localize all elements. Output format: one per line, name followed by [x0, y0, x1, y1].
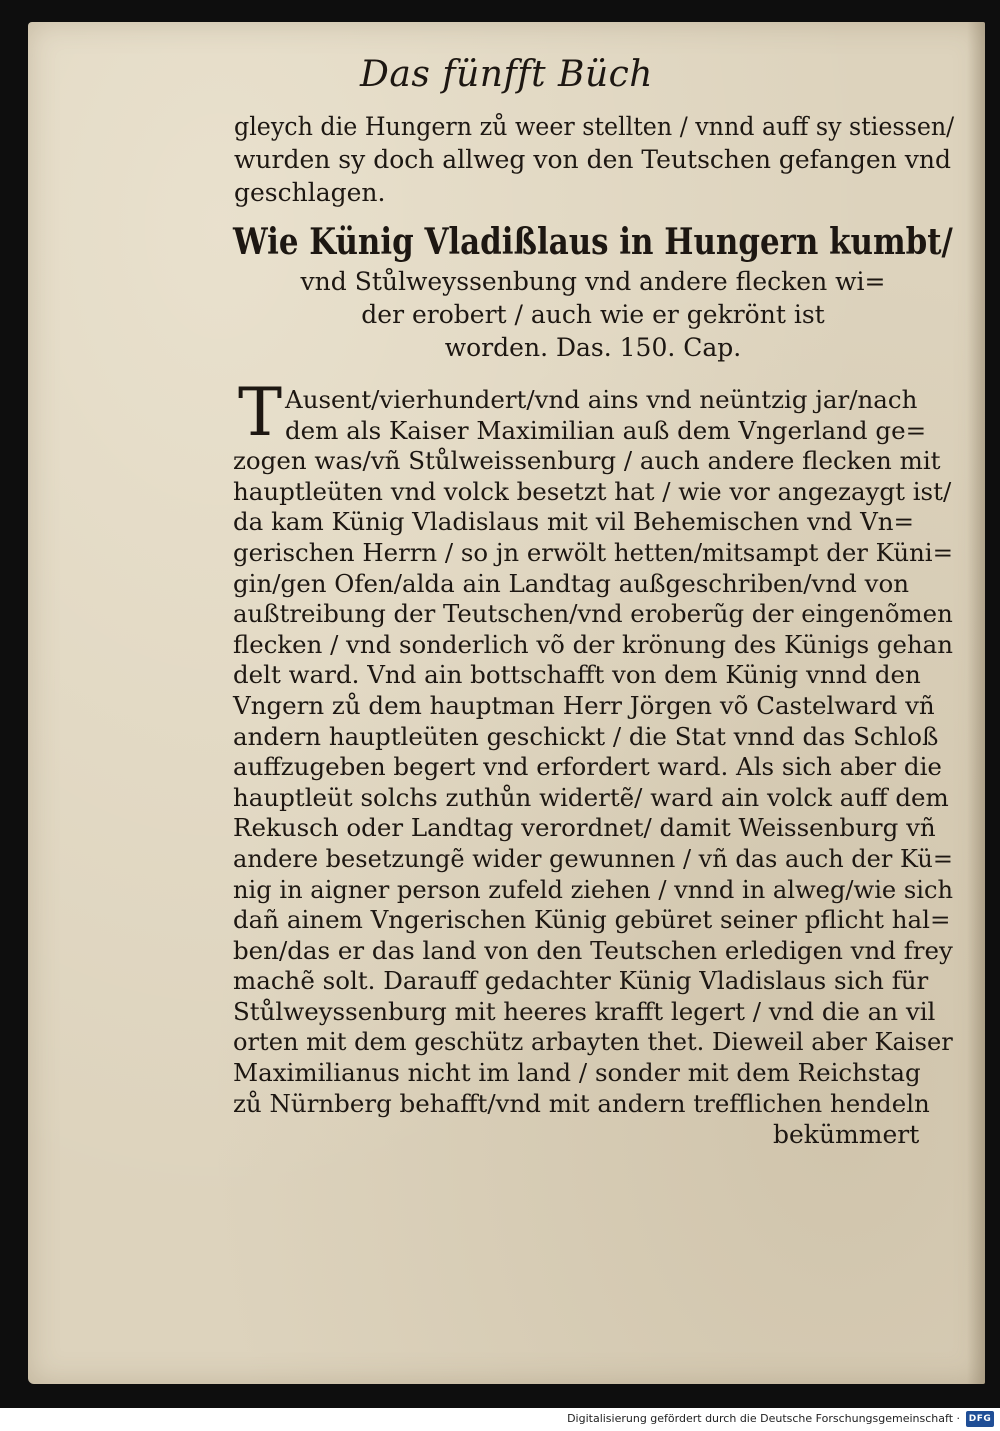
- body-line: gin/gen Ofen/alda ain Landtag außgeschriben/vnd von: [233, 568, 910, 598]
- text-line: wurden sy doch allweg von den Teutschen gefangen vnd: [234, 145, 951, 174]
- body-line: Vngern zů dem hauptman Herr Jörgen võ Castelward vñ: [233, 690, 935, 720]
- chapter-heading-line-4: worden. Das. 150. Cap.: [444, 333, 742, 362]
- body-line: Ausent/vierhundert/vnd ains vnd neüntzig jar/nach: [285, 385, 918, 414]
- chapter-body: [233, 385, 953, 1119]
- body-line: hauptleüt solchs zuthůn widertẽ/ ward ain volck auff dem: [233, 782, 949, 812]
- body-line: Maximilianus nicht im land / sonder mit dem Reichstag: [233, 1058, 921, 1088]
- body-line: delt ward. Vnd ain bottschafft von dem Künig vnnd den: [233, 660, 921, 690]
- body-line: da kam Künig Vladislaus mit vil Behemischen vnd Vn=: [233, 507, 915, 537]
- body-line: auffzugeben begert vnd erfordert ward. Als sich aber die: [233, 752, 942, 782]
- drop-cap: T: [238, 374, 283, 451]
- body-line: außtreibung der Teutschen/vnd eroberũg der eingenõmen: [233, 599, 953, 629]
- body-line: ben/das er das land von den Teutschen erledigen vnd frey: [233, 935, 953, 965]
- body-line: zů Nürnberg behafft/vnd mit andern trefflichen hendeln: [233, 1088, 930, 1118]
- body-line: Stůlweyssenburg mit heeres krafft legert / vnd die an vil: [233, 996, 936, 1026]
- body-line: flecken / vnd sonderlich võ der krönung des Künigs gehan: [233, 629, 953, 659]
- text-line: gleych die Hungern zů weer stellten / vnnd auff sy stiessen/: [234, 112, 955, 141]
- catchword: bekümmert: [773, 1120, 920, 1149]
- body-line: zogen was/vñ Stůlweissenburg / auch andere flecken mit: [233, 446, 941, 476]
- chapter-heading-line-3: der erobert / auch wie er gekrönt ist: [361, 300, 825, 329]
- body-line: hauptleüten vnd volck besetzt hat / wie vor angezaygt ist/: [233, 476, 952, 506]
- top-lines: [234, 110, 954, 209]
- chapter-heading: [233, 219, 953, 364]
- body-line: Rekusch oder Landtag verordnet/ damit Weissenburg vñ: [233, 813, 936, 843]
- body-line: dem als Kaiser Maximilian auß dem Vngerland ge=: [285, 415, 927, 445]
- chapter-heading-line-1: Wie Künig Vladißlaus in Hungern kumbt/: [233, 221, 953, 263]
- funding-credit: Digitalisierung gefördert durch die Deutsche Forschungsgemeinschaft ·: [567, 1412, 960, 1425]
- text-line: geschlagen.: [234, 178, 386, 207]
- body-line: machẽ solt. Darauff gedachter Künig Vladislaus sich für: [233, 966, 929, 996]
- body-line: gerischen Herrn / so jn erwölt hetten/mitsampt der Küni=: [233, 537, 954, 567]
- footer-bar: [0, 1408, 1000, 1431]
- body-line: orten mit dem geschütz arbayten thet. Dieweil aber Kaiser: [233, 1027, 953, 1057]
- body-line: andere besetzungẽ wider gewunnen / vñ das auch der Kü=: [233, 843, 953, 873]
- dfg-logo: DFG: [966, 1411, 994, 1427]
- book-page: [28, 22, 985, 1384]
- body-line: dañ ainem Vngerischen Künig gebüret seiner pflicht hal=: [233, 905, 951, 935]
- running-head: Das fünfft Büch: [360, 54, 653, 95]
- body-line: nig in aigner person zufeld ziehen / vnnd in alweg/wie sich: [233, 874, 954, 904]
- chapter-heading-line-2: vnd Stůlweyssenbung vnd andere flecken wi=: [300, 267, 886, 296]
- body-line: andern hauptleüten geschickt / die Stat vnnd das Schloß: [233, 721, 939, 751]
